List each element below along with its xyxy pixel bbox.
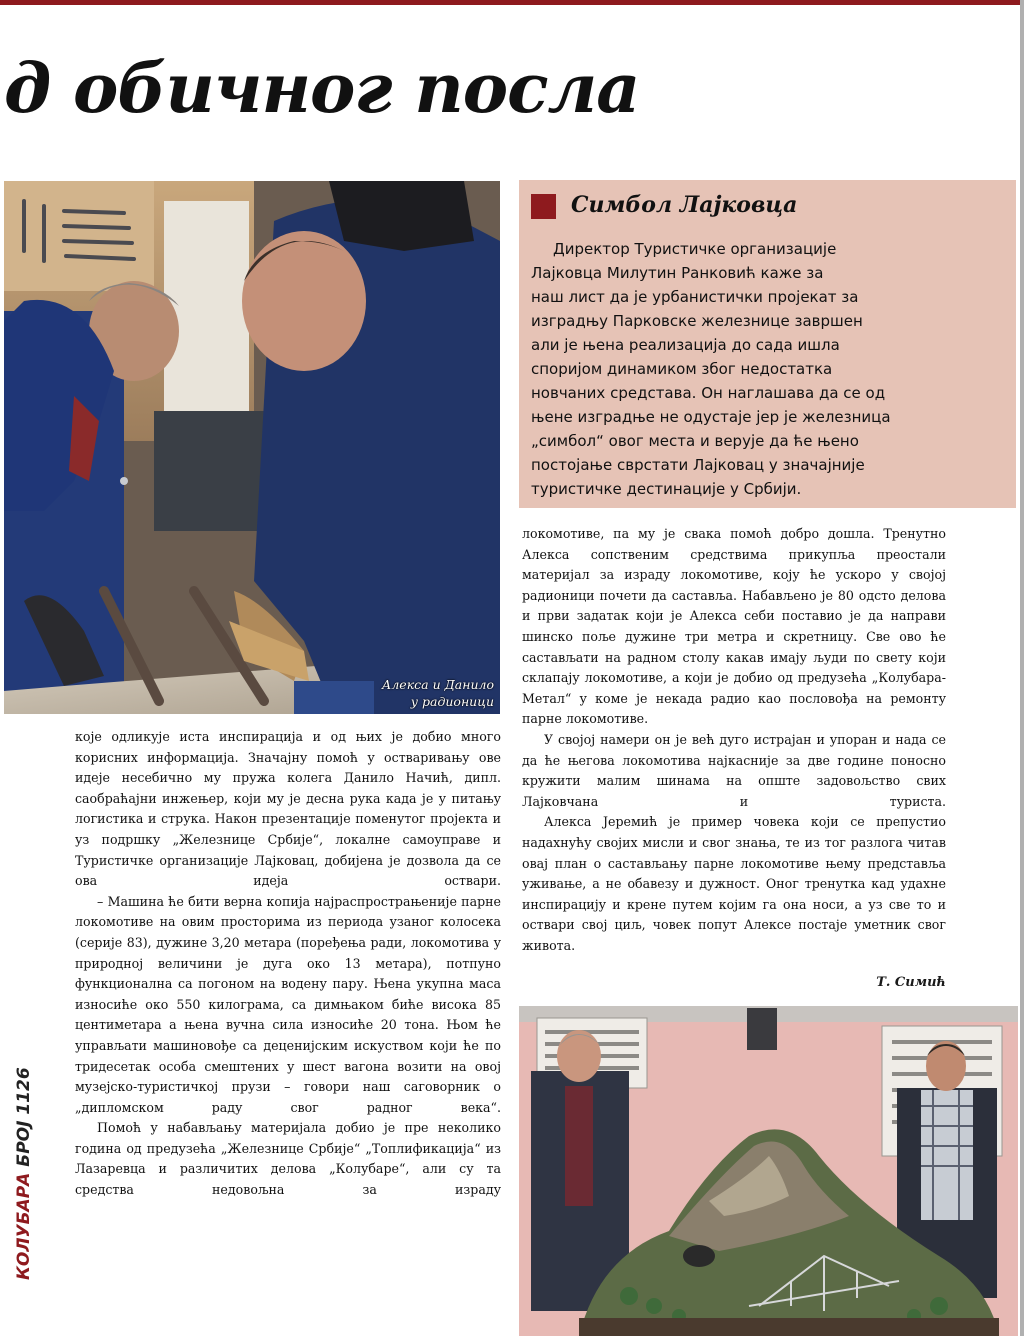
photo-caption bbox=[382, 676, 494, 710]
sidebar-text bbox=[531, 237, 911, 501]
sidebar-line: Директор Туристичке организације bbox=[553, 240, 837, 258]
page-edge bbox=[1020, 0, 1024, 1336]
sidebar-marker-square bbox=[531, 194, 556, 219]
article-column-left bbox=[75, 727, 501, 1201]
sidebar-line: Лајковца Милутин Ранковић каже за bbox=[531, 264, 824, 282]
article-paragraph: које одликује иста инспирација и од њих је добио много корисних информација. Значајну помоћ у остваривању ове идеје несебично му пружа колега Данило Начић, дипл. саобраћајни инжењер, који му је десна рука када је у питању логистика и струка. Након презентације поменутог пројекта и уз подршку „Железнице Србије“, локалне самоуправе и Туристичке организације Лајковац, добијена је дозвола да се ова идеја оствари. bbox=[75, 729, 501, 889]
author-signature: Т. Симић bbox=[876, 975, 946, 990]
sidebar-line: изградњу Парковске железнице завршен bbox=[531, 312, 863, 330]
sidebar-line: постојање сврстати Лајковац у значајније bbox=[531, 456, 865, 474]
photo-caption-line-1: Алекса и Данило bbox=[381, 677, 494, 692]
spine-publication-label bbox=[12, 1067, 36, 1280]
article-paragraph: Алекса Јеремић је пример човека који се препустио надахнућу својих мисли и свог знања, те из тог разлога читав овај план о састављању парне локомотиве њему представља уживање, а не обавезу и дужност. Оног тренутка кад удахне инспирацију и крене путем којим га она носи, а уз све то и оствари свој циљ, човек попут Алексе постаје уметник свог живота. bbox=[522, 814, 946, 953]
spine-issue: БРОЈ 1126 bbox=[14, 1067, 34, 1167]
article-column-right bbox=[522, 524, 946, 956]
sidebar-line: али је њена реализација до сада ишла bbox=[531, 336, 840, 354]
sidebar-title: Симбол Лајковца bbox=[571, 192, 798, 218]
article-paragraph: локомотиве, па му је свака помоћ добро дошла. Тренутно Алекса сопственим средствима прикупља преостали материјал за израду локомотиве, коју ће ускоро у својој радионици почети да саставља. Набављено је 80 одсто делова и први задатак који је Алекса себи поставио је да направи шинско поље дужине три метра и скретницу. Све ово ће састављати на радном столу какав имају људи по свету који склапају локомотиве, а који је добио од предузећа „Колубара-Метал“ у коме је некада радио као пословођа на ремонту парне локомотиве. bbox=[522, 526, 946, 727]
article-paragraph: У својој намери он је већ дуго истрајан и упоран и нада се да ће његова локомотива најкасније за две године поносно кружити малим шинама на опште задовољство свих Лајковчана и туриста. bbox=[522, 731, 946, 809]
workshop-photo bbox=[4, 181, 500, 714]
article-paragraph: Помоћ у набављању материјала добио је пре неколико година од предузећа „Железнице Србије“ „Топлификација“ из Лазаревца и различитих делова „Колубаре“, али су та средства недовољна за израду bbox=[75, 1120, 501, 1198]
top-accent-bar bbox=[0, 0, 1024, 5]
sidebar-line: њене изградње не одустаје јер је железница bbox=[531, 408, 891, 426]
article-paragraph: – Машина ће бити верна копија најраспрострањеније парне локомотиве на овим просторима из периода узаног колосека (серије 83), дужине 3,20 метара (поређења ради, локомотива у природној величини је дуга око 13 метара), потпуно функционална са погоном на водену пару. Њена укупна маса износиће око 550 килограма, са димњаком биће висока 85 центиметара а њена вучна сила износиће 20 тона. Њом ће управљати машиновође са деценијским искуством који ће по тридесетак особа смештених у шест вагона возити на овој музејско-туристичкој прузи – говори наш саговорник о „дипломском раду свог радног века“. bbox=[75, 893, 501, 1115]
model-railway-photo-image bbox=[519, 1006, 1018, 1336]
sidebar-line: „симбол“ овог места и верује да ће њено bbox=[531, 432, 859, 450]
sidebar-box bbox=[519, 180, 1016, 508]
workshop-photo-image bbox=[4, 181, 500, 714]
photo-caption-line-2: у радионици bbox=[410, 694, 494, 709]
headline: д обичног посла bbox=[4, 49, 640, 129]
spine-brand: КОЛУБАРА bbox=[14, 1172, 34, 1280]
sidebar-line: новчаних средстава. Он наглашава да се од bbox=[531, 384, 886, 402]
sidebar-line: туристичке дестинације у Србији. bbox=[531, 480, 802, 498]
model-railway-photo bbox=[519, 1006, 1018, 1336]
sidebar-line: споријом динамиком због недостатка bbox=[531, 360, 833, 378]
sidebar-line: наш лист да је урбанистички пројекат за bbox=[531, 288, 859, 306]
